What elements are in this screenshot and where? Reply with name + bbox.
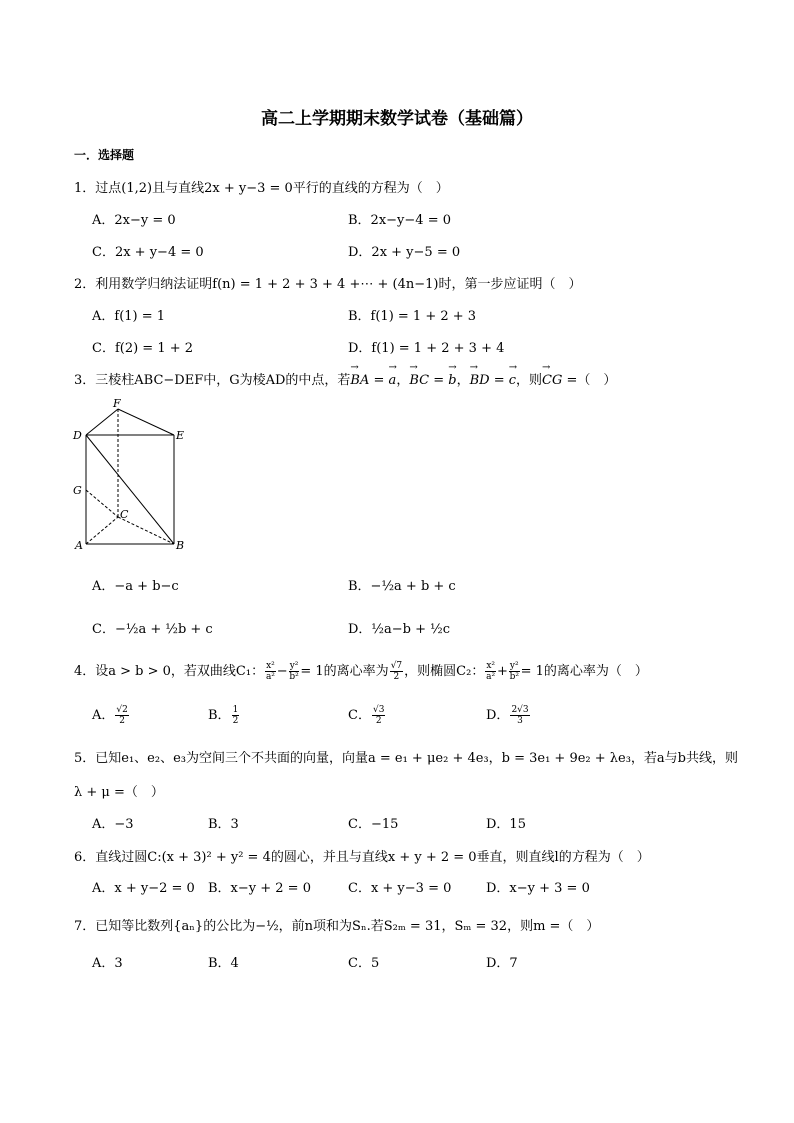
question-7-stem: 7．已知等比数列{aₙ}的公比为−½，前n项和为Sₙ.若S₂ₘ = 31，Sₘ = 32，则m =（ ） <box>74 919 600 934</box>
q3-option-d: D．½a−b + ½c <box>348 622 451 637</box>
question-3-stem: 3．三棱柱ABC−DEF中，G为棱AD的中点，若→ BA = → a，→ BC = → b，→ BD = → c，则→ CG =（ ） <box>74 369 616 388</box>
q3-vec-a: → a <box>389 373 397 388</box>
q3-option-a: A．−a + b−c <box>92 579 179 594</box>
label-g: G <box>73 484 82 497</box>
q3-vec-cg: → CG <box>542 373 562 388</box>
q7-option-d: D．7 <box>486 956 518 971</box>
q6-option-d: D．x−y + 3 = 0 <box>486 881 590 896</box>
q4-option-a: A． $\frac{√2}{2}$ <box>92 705 128 726</box>
label-a: A <box>75 539 83 552</box>
q4-option-b: B． $\frac{1}{2}$ <box>208 705 239 726</box>
q4-option-c: C． $\frac{√3}{2}$ <box>348 705 385 726</box>
question-2-stem: 2．利用数学归纳法证明f(n) = 1 + 2 + 3 + 4 +⋯ + (4n−1)时，第一步应证明（ ） <box>74 277 582 292</box>
question-6-stem: 6．直线过圆C:(x + 3)² + y² = 4的圆心，并且与直线x + y + 2 = 0垂直，则直线l的方程为（ ） <box>74 850 650 865</box>
label-e: E <box>176 429 185 442</box>
q3-vec-c: → c <box>509 373 516 388</box>
q2-option-a: A．f(1) = 1 <box>92 309 166 324</box>
q4-stem-c: ，则椭圆C₂： <box>404 664 485 679</box>
question-4-stem: 4．设a > b > 0，若双曲线C₁： $\frac{\text{x²}}{\text{a²}}$ − $\frac{\text{y²}}{\text{b²}}$ = 1的离心率为 $\frac{√7}{2}$ ，则椭圆C₂： $\frac{\text{x²}}{\text{a²}}$ + $\frac{\text{y²}}{\text{b²}}$ = 1的离心率为（ ） <box>74 661 648 682</box>
label-c: C <box>120 508 129 521</box>
q3-stem-prefix: 3．三棱柱ABC−DEF中，G为棱AD的中点，若 <box>74 373 351 388</box>
question-5-stem-line2: λ + μ =（ ） <box>74 785 164 800</box>
q6-option-c: C．x + y−3 = 0 <box>348 881 452 896</box>
q4-stem-b: = 1的离心率为 <box>300 664 389 679</box>
label-b: B <box>176 539 185 552</box>
question-1-stem: 1．过点(1,2)且与直线2x + y−3 = 0平行的直线的方程为（ ） <box>74 181 449 196</box>
q3-vec-bd: → BD <box>470 373 490 388</box>
page-title: 高二上学期期末数学试卷（基础篇） <box>261 109 533 129</box>
q1-option-d: D．2x + y−5 = 0 <box>348 245 461 260</box>
question-5-stem-line1: 5．已知e₁、e₂、e₃为空间三个不共面的向量，向量a = e₁ + μe₂ + 4e₃，b = 3e₁ + 9e₂ + λe₃，若a与b共线，则 <box>74 751 739 766</box>
q6-option-b: B．x−y + 2 = 0 <box>208 881 311 896</box>
q1-option-b: B．2x−y−4 = 0 <box>348 213 451 228</box>
q3-vec-bc: → BC <box>409 373 429 388</box>
q3-vec-ba: → BA <box>350 373 369 388</box>
q1-option-c: C．2x + y−4 = 0 <box>92 245 204 260</box>
q1-option-a: A．2x−y = 0 <box>92 213 176 228</box>
q5-option-b: B．3 <box>208 817 239 832</box>
q3-stem-suffix: ，则 <box>516 373 543 388</box>
q3-vec-b: → b <box>448 373 456 388</box>
q2-option-b: B．f(1) = 1 + 2 + 3 <box>348 309 477 324</box>
q5-option-c: C．−15 <box>348 817 399 832</box>
q3-option-c: C．−½a + ½b + c <box>92 622 213 637</box>
q6-option-a: A．x + y−2 = 0 <box>92 881 195 896</box>
q2-option-c: C．f(2) = 1 + 2 <box>92 341 194 356</box>
q5-option-d: D．15 <box>486 817 526 832</box>
prism-figure <box>72 397 202 557</box>
q7-option-b: B．4 <box>208 956 239 971</box>
q7-option-c: C．5 <box>348 956 380 971</box>
q4-stem-a: 4．设a > b > 0，若双曲线C₁： <box>74 664 265 679</box>
q5-option-a: A．−3 <box>92 817 134 832</box>
section-heading: 一．选择题 <box>74 148 135 162</box>
q3-option-b: B．−½a + b + c <box>348 579 456 594</box>
label-f: F <box>113 397 121 410</box>
q2-option-d: D．f(1) = 1 + 2 + 3 + 4 <box>348 341 505 356</box>
q4-stem-d: = 1的离心率为（ ） <box>520 664 648 679</box>
label-d: D <box>73 429 82 442</box>
q4-option-d: D． $\frac{2√3}{3}$ <box>486 705 529 726</box>
q3-stem-end: =（ ） <box>562 373 617 388</box>
q7-option-a: A．3 <box>92 956 123 971</box>
